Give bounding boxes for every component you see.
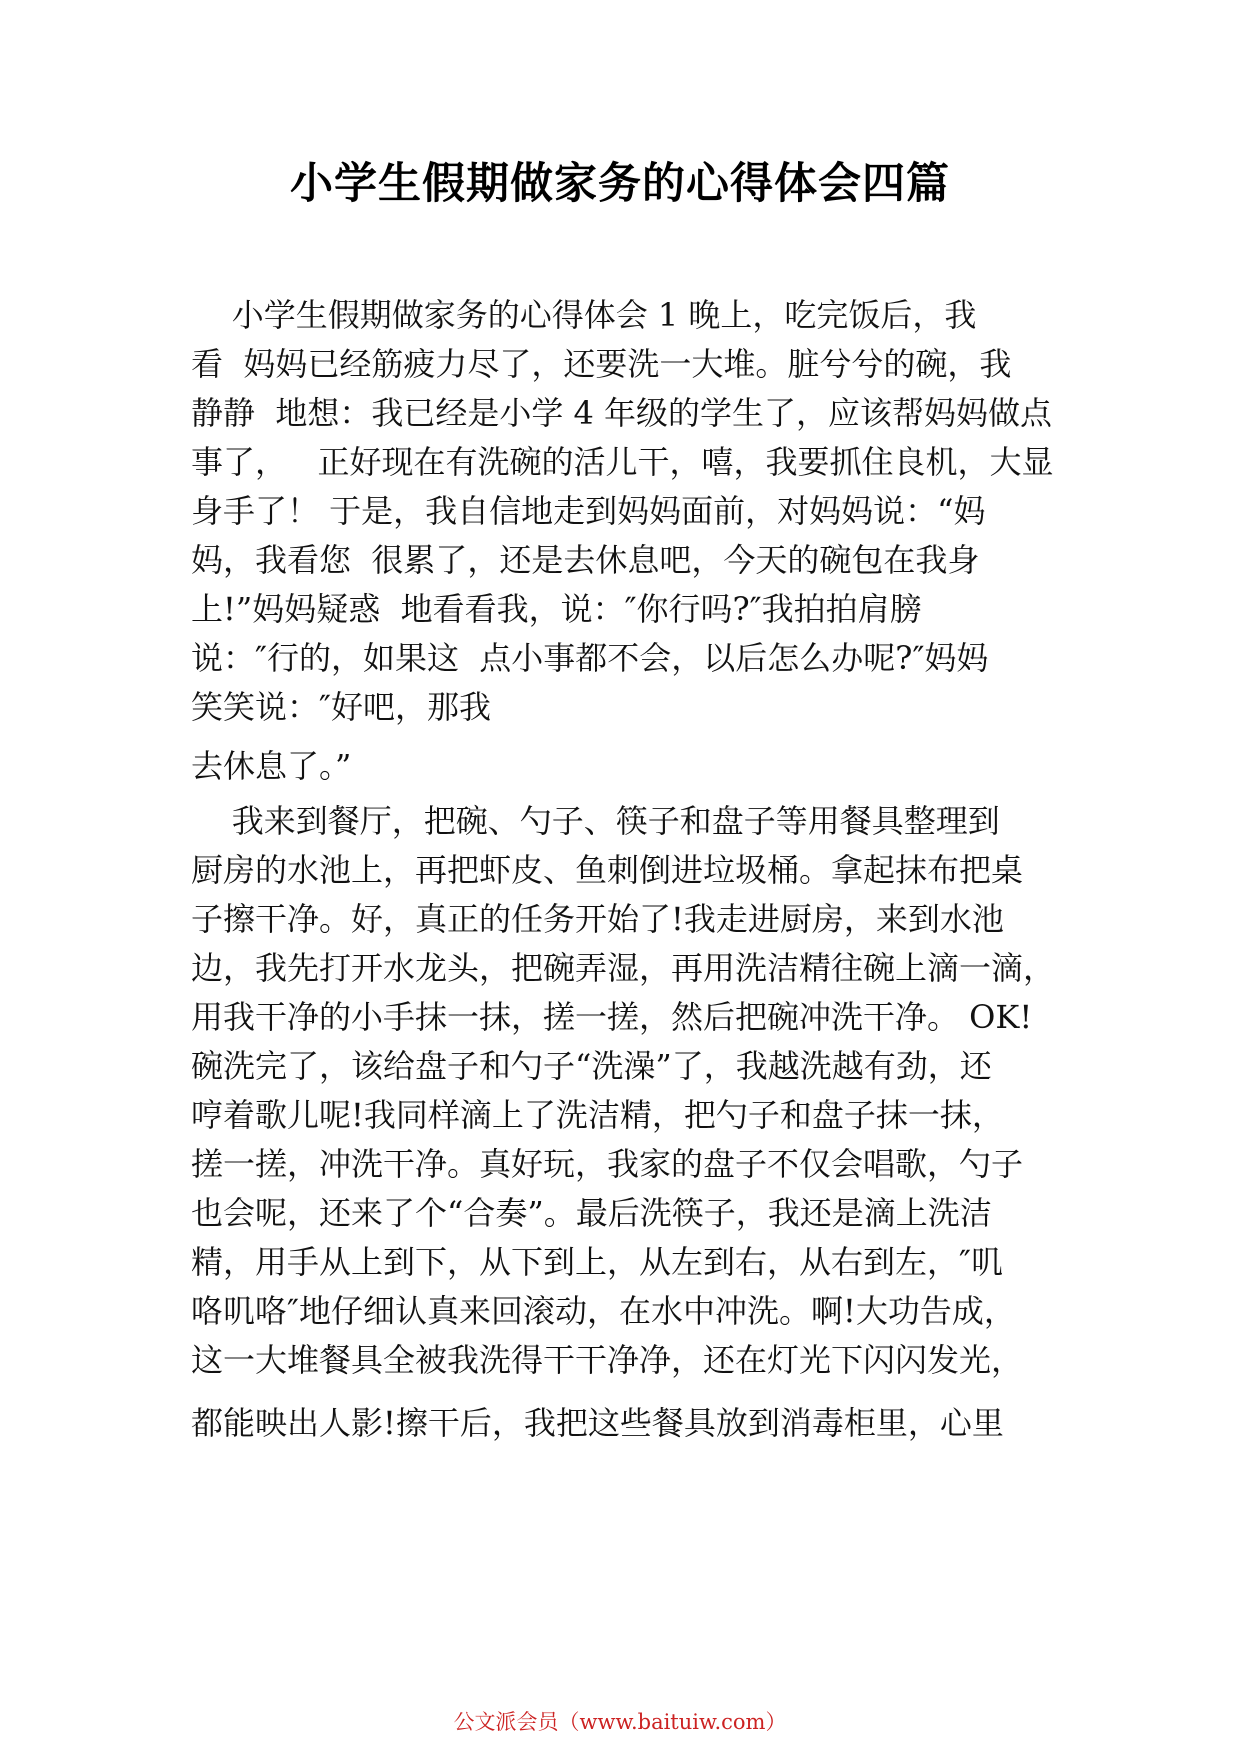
body-line: 用我干净的小手抹一抹，搓一搓，然后把碗冲洗干净。 OK! [191,998,1033,1036]
body-line: 咯叽咯″地仔细认真来回滚动，在水中冲洗。啊!大功告成， [191,1292,1016,1330]
body-line: 子擦干净。好，真正的任务开始了!我走进厨房，来到水池 [191,900,1004,938]
body-line: 哼着歌儿呢!我同样滴上了洗洁精，把勺子和盘子抹一抹， [191,1096,1004,1134]
body-line: 小学生假期做家务的心得体会 1 晚上，吃完饭后，我 [191,296,977,334]
body-line: 精，用手从上到下，从下到上，从左到右，从右到左，″叽 [191,1243,1003,1281]
body-line: 我来到餐厅，把碗、勺子、筷子和盘子等用餐具整理到 [191,802,1000,840]
body-line: 搓一搓，冲洗干净。真好玩，我家的盘子不仅会唱歌，勺子 [191,1145,1024,1183]
body-line: 妈，我看您 很累了，还是去休息吧，今天的碗包在我身 [191,541,980,579]
body-line: 也会呢，还来了个“合奏”。最后洗筷子，我还是滴上洗洁 [191,1194,992,1232]
body-line: 静静 地想：我已经是小学 4 年级的学生了，应该帮妈妈做点 [191,394,1053,432]
body-line: 事了， 正好现在有洗碗的活儿干，嘻，我要抓住良机，大显 [191,443,1054,481]
body-line: 说：″行的，如果这 点小事都不会，以后怎么办呢?″妈妈 [191,639,989,677]
body-line: 碗洗完了，该给盘子和勺子“洗澡”了，我越洗越有劲，还 [191,1047,992,1085]
body-line: 都能映出人影!擦干后，我把这些餐具放到消毒柜里，心里 [191,1404,1004,1442]
footer-watermark-text[interactable]: 公文派会员（www.baituiw.com） [453,1710,787,1734]
body-line: 身手了！ 于是，我自信地走到妈妈面前，对妈妈说：“妈 [191,492,986,530]
body-line: 看 妈妈已经筋疲力尽了，还要洗一大堆。脏兮兮的碗，我 [191,345,1012,383]
body-line: 这一大堆餐具全被我洗得干干净净，还在灯光下闪闪发光， [191,1341,1024,1379]
body-line: 边，我先打开水龙头，把碗弄湿，再用洗洁精往碗上滴一滴， [191,949,1056,987]
body-line: 去休息了。” [191,747,352,785]
body-line: 上!”妈妈疑惑 地看看我，说：″你行吗?″我拍拍肩膀 [191,590,922,628]
document-title: 小学生假期做家务的心得体会四篇 [290,159,950,209]
body-line: 厨房的水池上，再把虾皮、鱼刺倒进垃圾桶。拿起抹布把桌 [191,851,1024,889]
body-line: 笑笑说：″好吧，那我 [191,688,491,726]
